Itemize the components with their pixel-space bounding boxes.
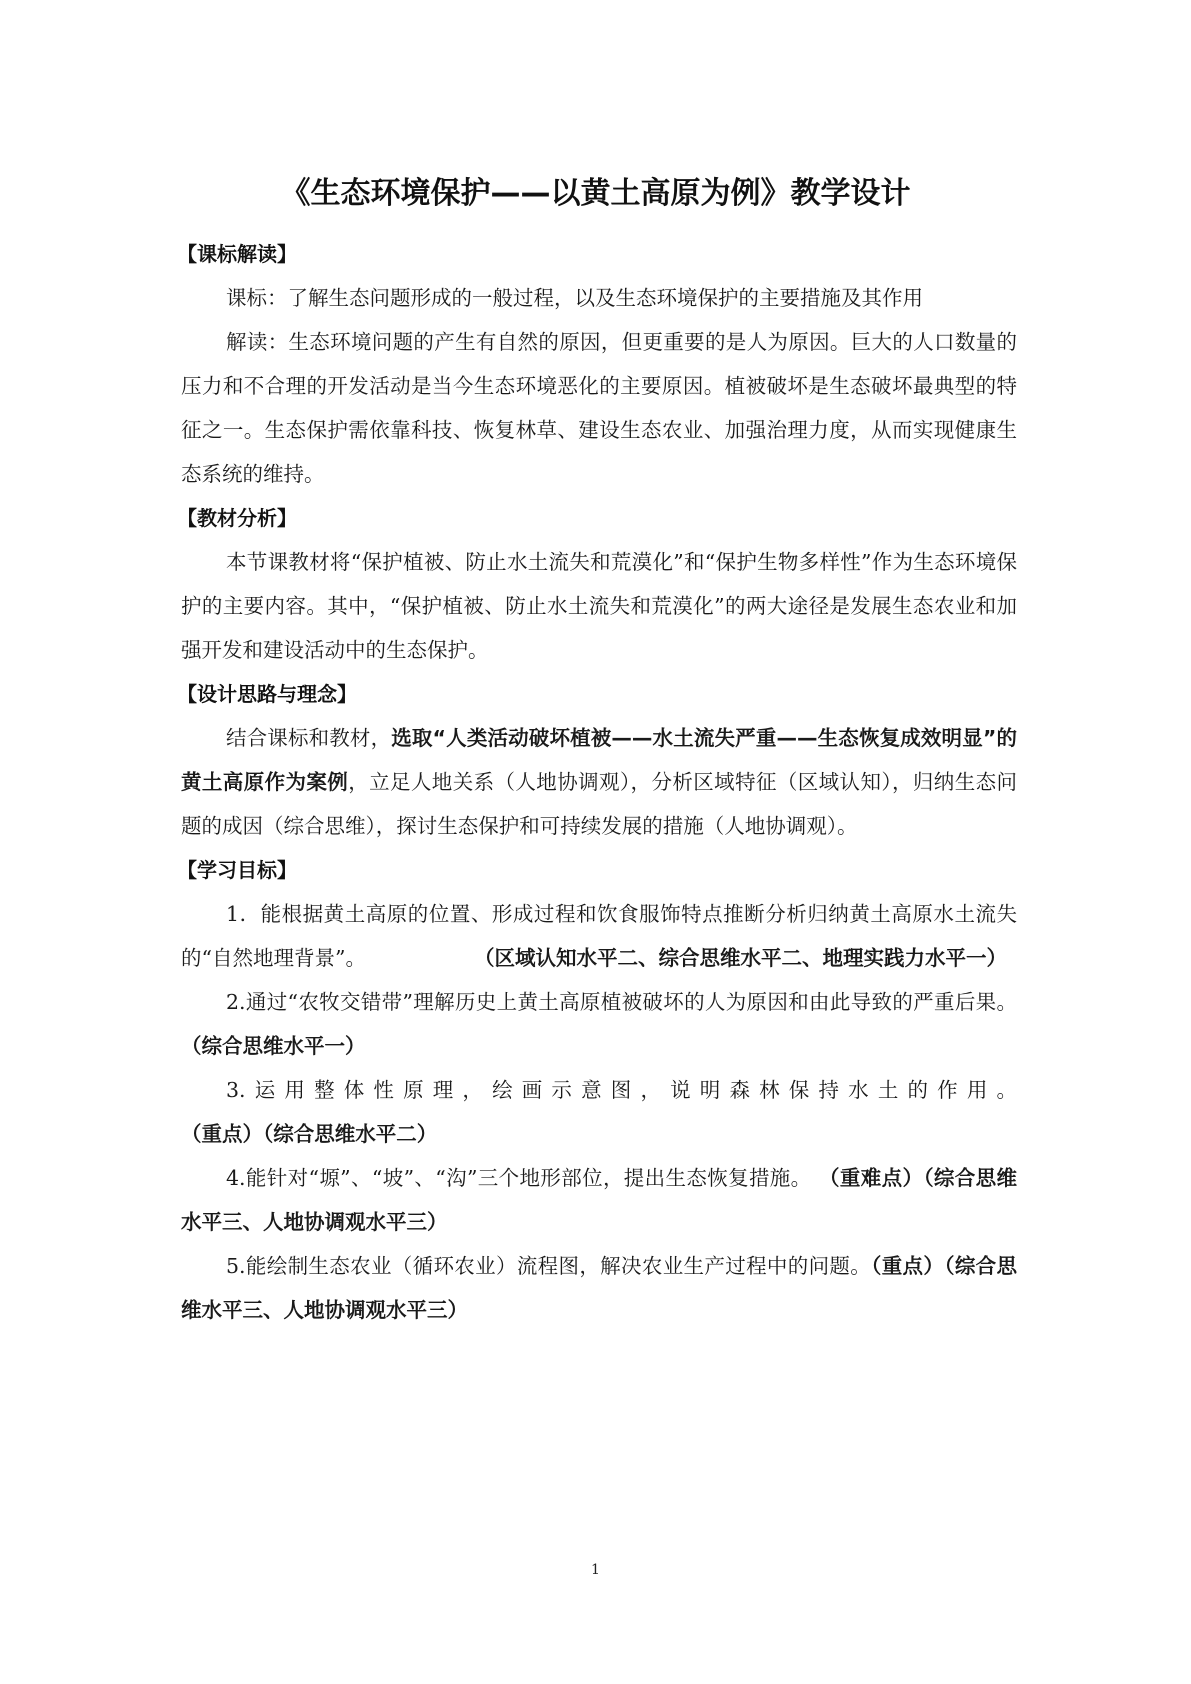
objective-text: 5.能绘制生态农业（循环农业）流程图，解决农业生产过程中的问题。 [226, 1254, 872, 1278]
objective-text: 3.运用整体性原理，绘画示意图，说明森林保持水土的作用。 [226, 1078, 1017, 1102]
document-body [177, 232, 1018, 1332]
section-heading-textbook-analysis: 【教材分析】 [177, 506, 297, 530]
objective-text: 1．能根据黄土高原的位置、形成过程和饮食服饰特点推断分析归纳黄土高原水土流失的“自然地理背景”。 [181, 902, 1017, 970]
paragraph-design-concept [181, 716, 1017, 848]
section-heading-standard: 【课标解读】 [177, 242, 297, 266]
text-segment: 结合课标和教材， [226, 726, 392, 750]
objective-item [181, 1068, 1017, 1156]
objective-item [181, 892, 1017, 980]
paragraph-textbook-analysis: 本节课教材将“保护植被、防止水土流失和荒漠化”和“保护生物多样性”作为生态环境保护的主要内容。其中，“保护植被、防止水土流失和荒漠化”的两大途径是发展生态农业和加强开发和建设活动中的生态保护。 [181, 550, 1017, 662]
text-segment: ，立足人地关系（人地协调观），分析区域特征（区域认知），归纳生态问题的成因（综合思维），探讨生态保护和可持续发展的措施（人地协调观）。 [181, 770, 1018, 838]
page-number: 1 [591, 1562, 600, 1578]
objective-level: （重难点）（综合思维水平三、人地协调观水平三） [181, 1166, 1017, 1234]
objective-text: 4.能针对“塬”、“坡”、“沟”三个地形部位，提出生态恢复措施。 [226, 1166, 812, 1190]
section-heading-design-concept: 【设计思路与理念】 [177, 682, 357, 706]
section-heading-learning-objectives: 【学习目标】 [177, 858, 297, 882]
objective-level: （重点）（综合思维水平二） [181, 1122, 438, 1146]
paragraph-interpretation: 解读：生态环境问题的产生有自然的原因，但更重要的是人为原因。巨大的人口数量的压力和不合理的开发活动是当今生态环境恶化的主要原因。植被破坏是生态破坏最典型的特征之一。生态保护需依靠科技、恢复林草、建设生态农业、加强治理力度，从而实现健康生态系统的维持。 [181, 330, 1017, 486]
document-title: 《生态环境保护——以黄土高原为例》教学设计 [280, 176, 911, 211]
objective-item [181, 1156, 1017, 1244]
bold-text-segment: 选取“人类活动破坏植被——水土流失严重——生态恢复成效明显”的黄土高原作为案例 [181, 726, 1017, 794]
objective-item [181, 1244, 1017, 1332]
objective-text: 2.通过“农牧交错带”理解历史上黄土高原植被破坏的人为原因和由此导致的严重后果。 [226, 990, 1017, 1014]
objective-item [181, 980, 1017, 1068]
objective-level: （综合思维水平一） [181, 1034, 366, 1058]
objective-level: （重点）（综合思维水平三、人地协调观水平三） [181, 1254, 1018, 1322]
objective-level: （区域认知水平二、综合思维水平二、地理实践力水平一） [473, 946, 1007, 970]
paragraph-standard: 课标：了解生态问题形成的一般过程，以及生态环境保护的主要措施及其作用 [226, 286, 923, 310]
